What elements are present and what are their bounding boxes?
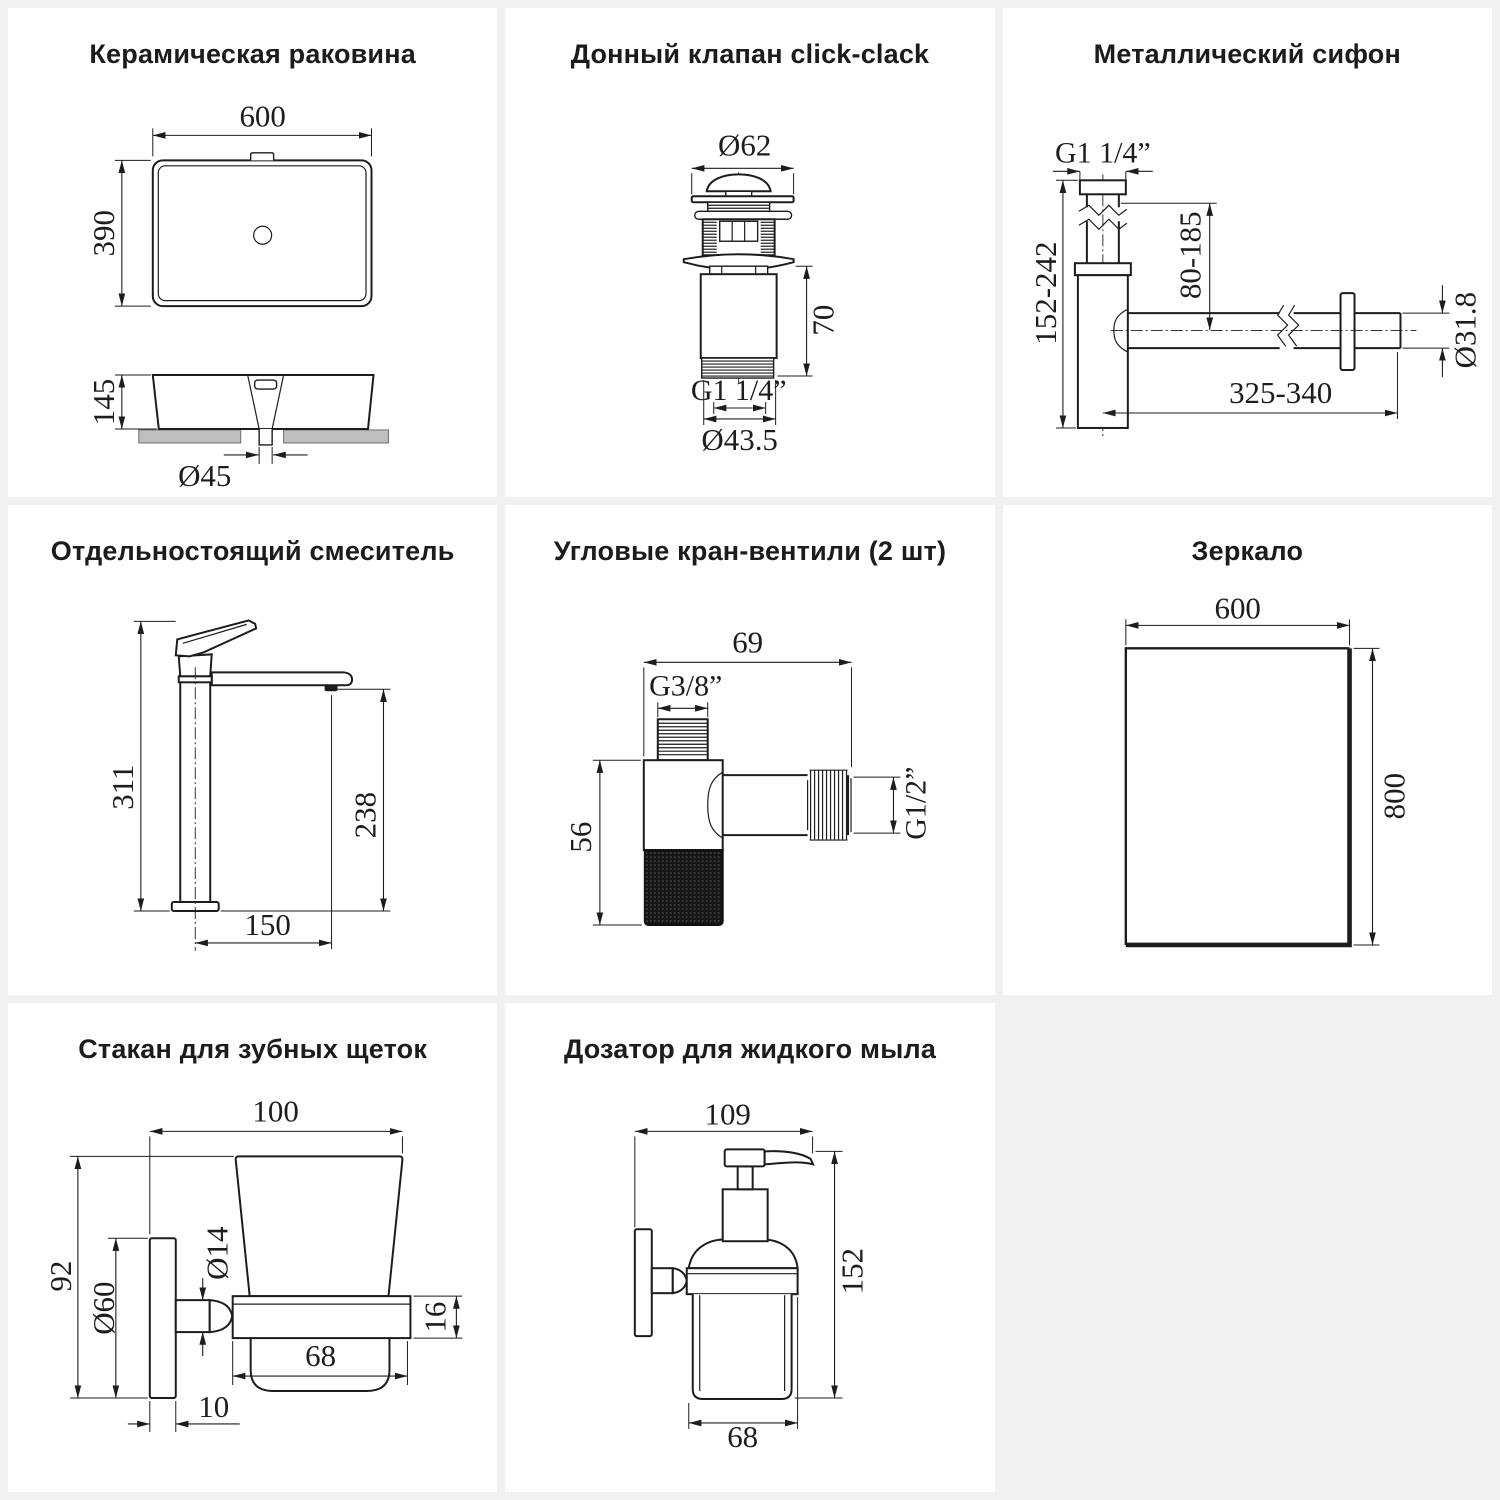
dim-dispenser-width: 109 [704, 1096, 752, 1132]
tumbler-wall-plate [150, 1238, 176, 1398]
dim-tumbler-width: 100 [252, 1093, 299, 1129]
dispenser-arm [652, 1268, 673, 1293]
dim-tumbler-cup-od: 68 [305, 1337, 337, 1373]
siphon-body [1078, 275, 1128, 428]
counter-strip-right [284, 430, 389, 443]
card-siphon [1003, 8, 1492, 497]
mixer-handle [176, 621, 256, 657]
dim-tumbler-ring-height: 16 [417, 1301, 453, 1333]
dim-corner-width: 69 [732, 624, 764, 660]
valve-knurled-handle [645, 850, 723, 925]
dim-valve-height: 70 [805, 304, 841, 336]
card-dispenser [505, 1003, 994, 1492]
dispenser-drawing [505, 1073, 994, 1492]
sink-drawing [8, 78, 497, 497]
siphon-nut [1075, 263, 1131, 275]
corner-valve-title: Угловые кран-вентили (2 шт) [553, 536, 947, 567]
mixer-drawing [8, 575, 497, 994]
card-drain-valve [505, 8, 994, 497]
dim-valve-thread: G1 1/4” [691, 374, 787, 408]
card-mirror [1003, 505, 1492, 994]
dim-tumbler-plate-od: Ø60 [85, 1281, 121, 1335]
siphon-drawing [1003, 78, 1492, 497]
empty-cell [1003, 1003, 1492, 1492]
dim-corner-inlet-thread: G3/8” [649, 669, 723, 703]
tumbler-glass [236, 1156, 403, 1296]
drain-valve-drawing [505, 78, 994, 497]
dim-siphon-height-range: 152-242 [1027, 241, 1063, 345]
card-sink [8, 8, 497, 497]
dim-valve-cap: Ø62 [718, 127, 772, 163]
sink-top-view [153, 160, 372, 306]
valve-inlet-stub [658, 720, 708, 761]
dim-sink-width: 600 [239, 98, 286, 134]
dispenser-bottle [693, 1294, 792, 1399]
sink-title: Керамическая раковина [89, 39, 416, 69]
dim-dispenser-height: 152 [834, 1247, 870, 1295]
dispenser-pump-head [725, 1149, 765, 1166]
dim-sink-height: 145 [85, 378, 121, 426]
dim-tumbler-arm-od: Ø14 [199, 1226, 235, 1280]
dim-siphon-thread: G1 1/4” [1054, 136, 1151, 170]
dispenser-title: Дозатор для жидкого мыла [563, 1033, 937, 1064]
siphon-wall-flange [1340, 293, 1354, 370]
dispenser-collar [723, 1189, 768, 1241]
corner-valve-drawing [505, 575, 994, 994]
card-mixer [8, 505, 497, 994]
dispenser-wall-plate [635, 1229, 652, 1336]
tumbler-drawing [8, 1073, 497, 1492]
dim-corner-outlet-thread: G1/2” [899, 766, 933, 841]
dim-corner-height: 56 [563, 821, 599, 853]
dim-dispenser-holder-od: 68 [727, 1418, 759, 1454]
dim-mixer-spout-height: 238 [347, 792, 383, 839]
tumbler-title: Стакан для зубных щеток [78, 1033, 428, 1064]
dim-mirror-height: 800 [1376, 773, 1412, 820]
siphon-title: Металлический сифон [1093, 39, 1401, 69]
dim-sink-drain: Ø45 [178, 457, 232, 493]
dim-tumbler-plate-thickness: 10 [198, 1388, 230, 1424]
mixer-spout [212, 673, 352, 686]
counter-strip-left [139, 430, 241, 443]
tumbler-arm [176, 1300, 210, 1332]
dim-mirror-width: 600 [1214, 590, 1261, 626]
dispenser-spout [765, 1151, 813, 1164]
dispenser-shoulder [689, 1239, 798, 1268]
mirror-drawing [1003, 575, 1492, 994]
dim-siphon-length-range: 325-340 [1228, 375, 1332, 411]
mirror-face [1125, 649, 1349, 946]
siphon-inlet-flange [1080, 180, 1126, 194]
dim-siphon-inlet-range: 80-185 [1172, 211, 1208, 300]
valve-body [644, 761, 723, 851]
drain-valve-title: Донный клапан click-clack [570, 39, 930, 69]
mixer-aerator [325, 686, 338, 692]
dim-tumbler-height: 92 [42, 1260, 78, 1292]
valve-cap [707, 174, 771, 191]
dim-valve-thread-od: Ø43.5 [701, 421, 779, 457]
valve-body [701, 274, 777, 358]
dim-siphon-pipe-od: Ø31.8 [1447, 291, 1483, 369]
tumbler-ring [233, 1296, 411, 1338]
mixer-title: Отдельностоящий смеситель [50, 536, 455, 567]
overflow-tab [251, 153, 274, 160]
card-corner-valve [505, 505, 994, 994]
dispenser-holder [687, 1268, 798, 1294]
dim-mixer-height: 311 [104, 764, 140, 811]
card-tumbler [8, 1003, 497, 1492]
dim-mixer-reach: 150 [244, 907, 291, 943]
mirror-title: Зеркало [1191, 536, 1304, 567]
dim-sink-depth: 390 [85, 210, 121, 257]
